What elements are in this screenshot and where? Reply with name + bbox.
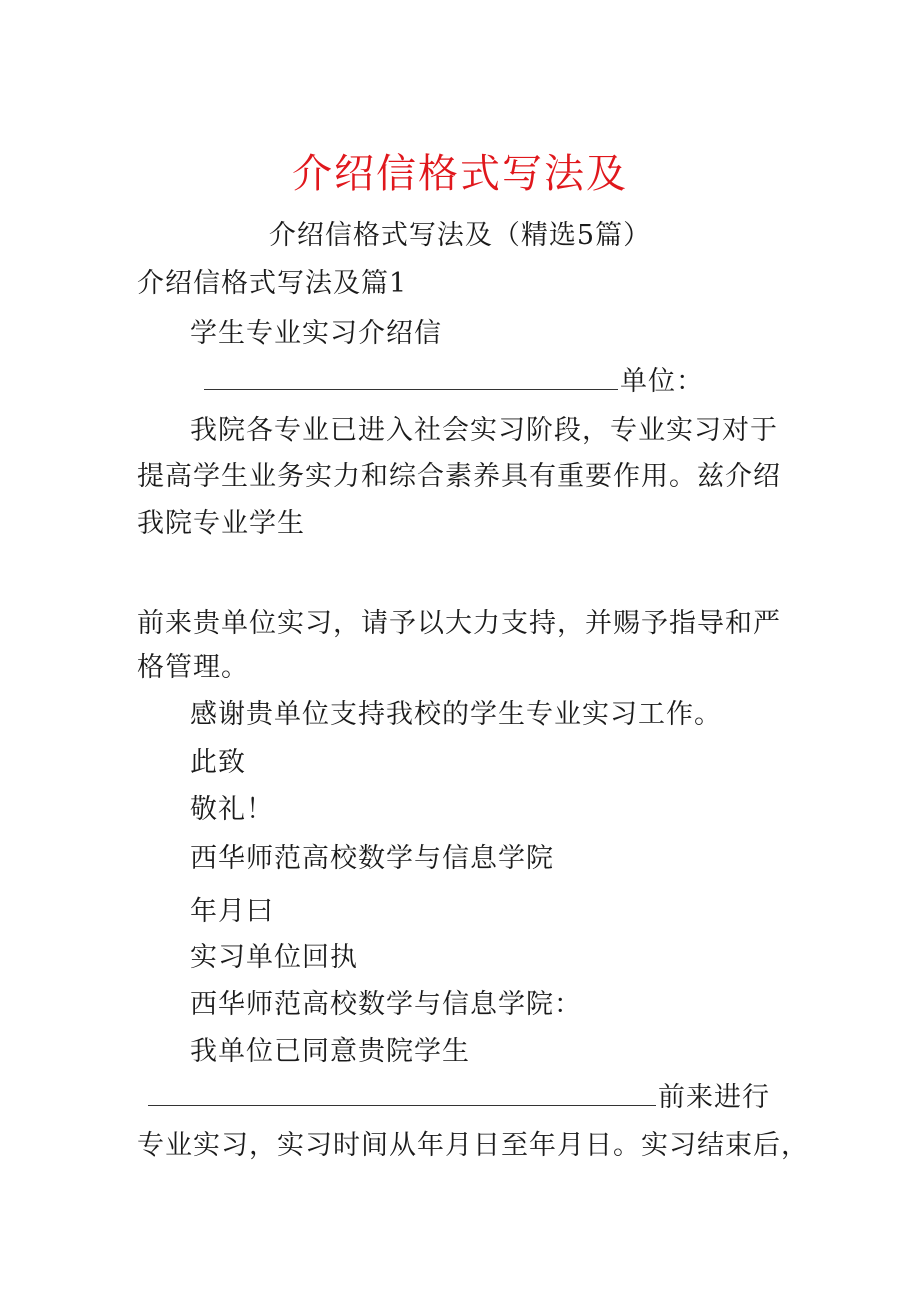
paragraph-line: 我院专业学生 — [137, 508, 305, 539]
document-title: 介绍信格式写法及 — [292, 151, 628, 197]
paragraph-line: 提高学生业务实力和综合素养具有重要作用。兹介绍 — [137, 461, 781, 492]
receipt-line: 专业实习，实习时间从年月日至年月日。实习结束后， — [137, 1130, 809, 1161]
student-name-blank — [148, 1083, 656, 1106]
section-heading: 介绍信格式写法及篇1 — [137, 268, 408, 299]
paragraph-line: 我院各专业已进入社会实习阶段，专业实习对于 — [190, 415, 778, 446]
closing-line: 此致 — [190, 747, 246, 778]
closing-line: 敬礼！ — [190, 794, 274, 825]
thanks-line: 感谢贵单位支持我校的学生专业实习工作。 — [190, 699, 722, 730]
receipt-line-suffix: 前来进行 — [658, 1082, 770, 1113]
paragraph-line: 格管理。 — [137, 652, 249, 683]
salutation-suffix: 单位： — [620, 366, 704, 397]
document-subtitle: 介绍信格式写法及（精选5篇） — [268, 220, 652, 251]
receipt-title: 实习单位回执 — [190, 942, 358, 973]
receipt-addressee: 西华师范高校数学与信息学院： — [190, 989, 582, 1020]
signature-line: 西华师范高校数学与信息学院 — [190, 843, 554, 874]
unit-name-blank — [204, 367, 618, 390]
salutation-line — [204, 364, 704, 400]
receipt-line: 我单位已同意贵院学生 — [190, 1036, 470, 1067]
paragraph-line: 前来贵单位实习，请予以大力支持，并赐予指导和严 — [137, 608, 781, 639]
letter-title: 学生专业实习介绍信 — [190, 318, 442, 349]
date-line: 年月曰 — [190, 896, 274, 927]
receipt-line — [148, 1080, 770, 1116]
